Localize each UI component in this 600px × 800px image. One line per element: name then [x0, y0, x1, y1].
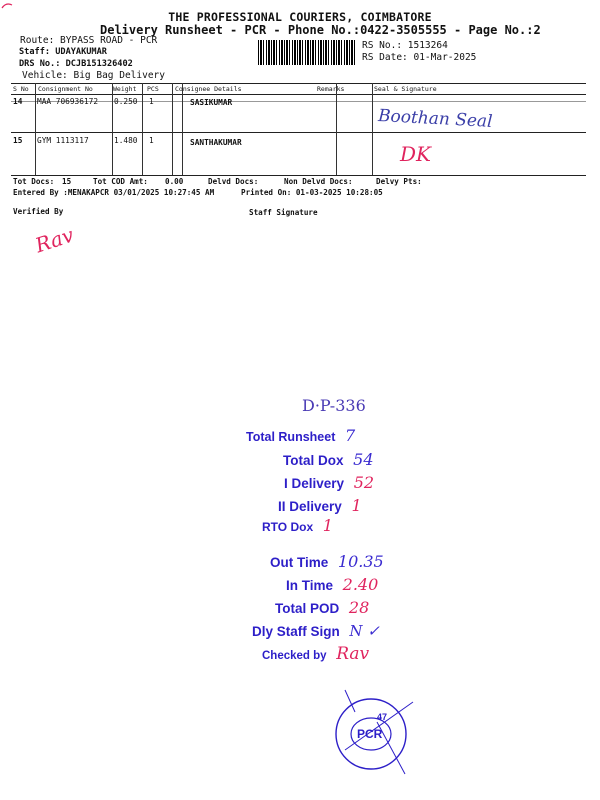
stamp-label: In Time — [286, 578, 334, 593]
verified-initials: Rav — [32, 222, 77, 258]
stamp-label: Total Runsheet — [246, 430, 336, 444]
stamp-row — [262, 644, 369, 664]
staff-signature-label: Staff Signature — [249, 208, 318, 217]
col-header-consignee: Consignee Details — [175, 85, 242, 93]
stamp-label: II Delivery — [278, 499, 342, 514]
row-signature: DK — [400, 142, 431, 166]
row-sno: 15 — [13, 136, 23, 145]
stamp-row — [275, 598, 369, 617]
stamp-row — [252, 621, 380, 640]
row-pcs: 1 — [149, 97, 154, 106]
col-divider — [372, 83, 373, 175]
stamp-label: Out Time — [270, 555, 329, 570]
runsheet-title: Delivery Runsheet - PCR - Phone No.:0422-3505555 - Page No.:2 — [100, 23, 541, 37]
row-consignee: SASIKUMAR — [190, 98, 233, 107]
col-divider — [172, 83, 173, 175]
stamp-value: N ✓ — [349, 622, 380, 640]
col-divider — [142, 83, 143, 175]
col-divider — [182, 83, 183, 175]
staff-label: Staff: UDAYAKUMAR — [19, 47, 107, 57]
stamp-row — [246, 426, 355, 445]
stamp-row — [284, 473, 374, 492]
col-header-weight: Weight — [113, 85, 137, 93]
stamp-label: I Delivery — [284, 476, 345, 491]
stamp-row — [283, 450, 374, 469]
row-sno: 14 — [13, 97, 23, 106]
stamp-value: 54 — [353, 450, 374, 469]
table-top-rule — [11, 83, 586, 84]
stamp-label: Dly Staff Sign — [252, 624, 340, 639]
rs-date: RS Date: 01-Mar-2025 — [362, 52, 477, 63]
stamp-label: Total POD — [275, 601, 340, 616]
table-bottom-rule — [11, 175, 586, 176]
stamp-label: RTO Dox — [262, 520, 314, 534]
stamp-value: 28 — [348, 598, 370, 617]
verified-by-label: Verified By — [13, 207, 64, 216]
col-divider — [35, 83, 36, 175]
col-divider — [336, 83, 337, 175]
delvd-docs-label: Delvd Docs: — [208, 177, 259, 186]
stamp-value: Rav — [336, 644, 370, 664]
col-header-pcs: PCS — [147, 85, 159, 93]
rs-number: RS No.: 1513264 — [362, 40, 448, 51]
row-consignment: MAA 706936172 — [37, 97, 99, 106]
col-header-signature: Seal & Signature — [374, 85, 437, 93]
stamp-value: 7 — [345, 426, 356, 445]
col-header-consignment: Consignment No — [38, 85, 93, 93]
row-signature: Boothan Seal — [377, 106, 493, 132]
seal-text: PCR — [357, 727, 383, 741]
entered-by: Entered By :MENAKAPCR 03/01/2025 10:27:45 AM — [13, 188, 215, 197]
seal-number: 47 — [377, 712, 388, 722]
pcr-seal-stamp — [315, 682, 435, 782]
tot-docs-label: Tot Docs: — [13, 177, 55, 186]
col-divider — [112, 83, 113, 175]
stamp-value: 10.35 — [337, 552, 384, 571]
stamp-row — [286, 575, 378, 594]
route-label: Route: BYPASS ROAD - PCR — [20, 35, 158, 46]
drs-number: DRS No.: DCJB151326402 — [19, 59, 133, 69]
row-weight: 0.250 — [114, 97, 138, 106]
stamp-value: 1 — [322, 516, 333, 535]
row-divider — [11, 132, 586, 133]
dp-number: D·P-336 — [302, 396, 366, 415]
company-title: THE PROFESSIONAL COURIERS, COIMBATORE — [168, 10, 432, 24]
tot-docs-value: 15 — [62, 177, 72, 186]
vehicle-label: Vehicle: Big Bag Delivery — [22, 70, 165, 81]
stamp-label: Total Dox — [283, 453, 344, 468]
stamp-value: 1 — [351, 496, 362, 515]
non-delvd-docs-label: Non Delvd Docs: — [284, 177, 353, 186]
row-weight: 1.480 — [114, 136, 138, 145]
tot-cod-value: 0.00 — [165, 177, 184, 186]
tot-cod-label: Tot COD Amt: — [93, 177, 148, 186]
printed-on: Printed On: 01-03-2025 10:28:05 — [241, 188, 383, 197]
drs-barcode — [258, 40, 355, 65]
table-header-rule — [11, 94, 586, 95]
stamp-value: 2.40 — [342, 575, 379, 594]
stamp-row — [270, 552, 384, 571]
row-consignee: SANTHAKUMAR — [190, 138, 242, 147]
stamp-row — [262, 516, 333, 535]
row-pcs: 1 — [149, 136, 154, 145]
col-header-remarks: Remarks — [317, 85, 345, 93]
stamp-row — [278, 496, 362, 515]
stamp-value: 52 — [353, 473, 375, 492]
row-consignment: GYM 1113117 — [37, 136, 89, 145]
delvy-pts-label: Delvy Pts: — [376, 177, 422, 186]
col-header-sno: S No — [13, 85, 29, 93]
stamp-label: Checked by — [262, 650, 327, 662]
